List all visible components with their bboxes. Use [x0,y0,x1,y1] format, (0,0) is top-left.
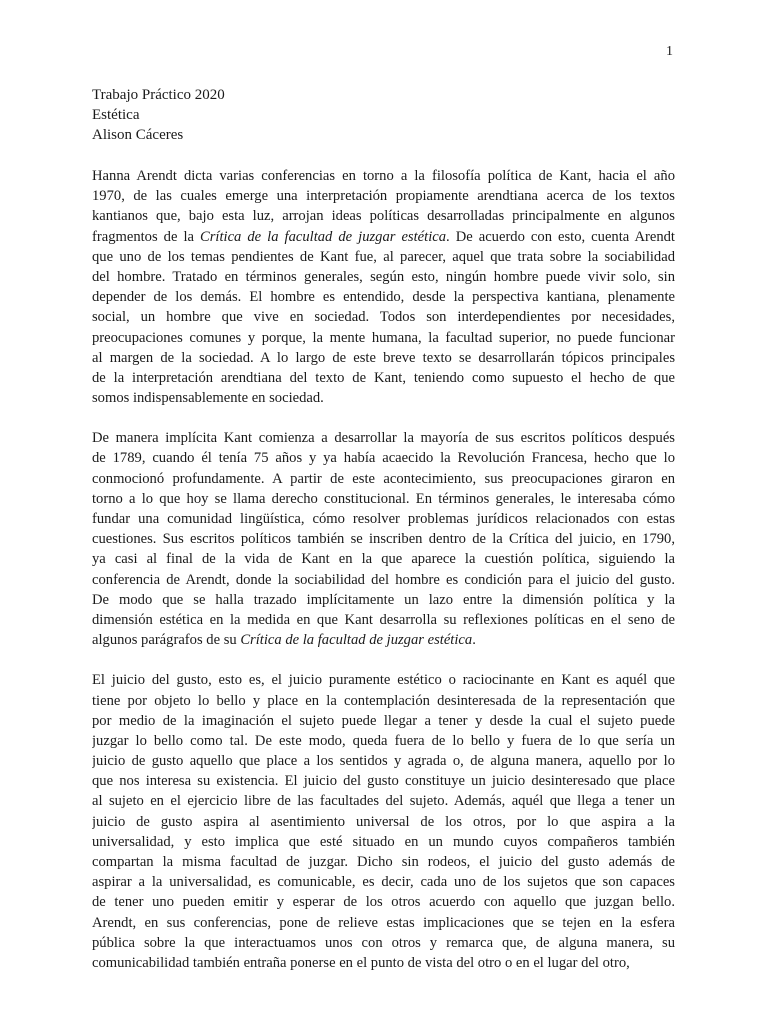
text-line: 1970, de las cuales emerge una interpretación propiamente arendtiana acerca de los textos [92,188,675,205]
header-author: Alison Cáceres [92,127,184,143]
text-line: somos indispensablemente en sociedad. [92,390,324,407]
book-title-italic: Crítica de la facultad de juzgar estética [240,632,473,649]
text-line: pública sobre la que interactuamos unos con otros y remarca que, de alguna manera, su [92,934,675,951]
text-line: ya casi al final de la vida de Kant en la que aparece la cuestión política, siguiendo la [92,551,675,568]
text-segment: algunos parágrafos de su [92,632,241,649]
text-line: del hombre. Tratado en términos generales, según esto, ningún hombre puede vivir solo, sin [92,268,675,285]
text-line: cuestiones. Sus escritos políticos también se inscriben dentro de la Crítica del juicio, en 1790, [92,531,675,548]
text-segment: fragmentos de la [92,228,200,245]
text-line: compartan la misma facultad de juzgar. Dicho sin rodeos, el juicio del gusto además de [92,854,675,870]
text-line: depender de los demás. El hombre es entendido, desde la perspectiva kantiana, plenamente [92,289,675,306]
text-line: El juicio del gusto, esto es, el juicio puramente estético o raciocinante en Kant es aquél que [92,672,675,689]
paragraph [92,166,675,408]
text-line: juzgar lo bello como tal. De este modo, queda fuera de lo bello y fuera de lo que sería un [92,732,675,749]
text-segment: . [472,632,476,649]
paragraph [92,670,675,973]
text-line: comunicabilidad también entraña ponerse en el punto de vista del otro o en el lugar del otro, [92,954,630,971]
text-line: preocupaciones comunes y porque, la mente humana, la facultad superior, no puede funcionar [92,329,675,346]
text-line: De modo que se halla trazado implícitamente un lazo entre la dimensión política y la [92,591,675,608]
paragraph [92,428,675,650]
text-line: torno a lo que hoy se llama derecho constitucional. En términos generales, le interesaba cómo [92,490,675,507]
text-line: De manera implícita Kant comienza a desarrollar la mayoría de sus escritos políticos después [92,430,675,447]
document-header [92,85,675,145]
text-line: aspirar a la universalidad, es comunicable, es decir, cada uno de los sujetos que son capaces [92,874,675,891]
header-subject: Estética [92,107,140,123]
text-line: Hanna Arendt dicta varias conferencias en torno a la filosofía política de Kant, hacia el año [92,168,675,184]
text-line: tiene por objeto lo bello y place en la contemplación desinteresada de la representación que [92,692,675,709]
text-line: universalidad, y esto implica que esté situado en un mundo cuyos compañeros también [92,833,675,850]
text-line: juicio de gusto aspira al asentimiento universal de los otros, por lo que aspira a la [92,813,675,830]
text-line: al margen de la sociedad. A lo largo de este breve texto se desarrollarán tópicos principales [92,349,675,366]
text-line: de 1789, cuando él tenía 75 años y ya había acaecido la Revolución Francesa, hecho que lo [92,450,675,467]
text-line: dimensión estética en la medida en que Kant desarrolla su reflexiones políticas en el seno de [92,611,675,628]
text-segment: . De acuerdo con esto, cuenta Arendt [446,228,675,245]
page-number: 1 [666,44,673,59]
text-line: Arendt, en sus conferencias, pone de relieve estas implicaciones que se tejen en la esfera [92,914,675,931]
text-line: social, un hombre que vive en sociedad. Todos son interdependientes por necesidades, [92,309,675,326]
document-body [92,85,675,993]
text-line: de la interpretación arendtiana del texto de Kant, teniendo como supuesto el hecho de que [92,369,675,386]
text-line: que nos interesa su existencia. El juicio del gusto constituye un juicio desinteresado que place [92,773,675,790]
text-line: kantianos que, bajo esta luz, arrojan ideas políticas desarrolladas principalmente en algunos [92,208,675,225]
book-title-italic: Crítica de la facultad de juzgar estética [200,228,447,245]
text-line [92,630,675,650]
text-line: conferencia de Arendt, donde la sociabilidad del hombre es condición para el juicio del gusto. [92,571,675,588]
text-line: de tener uno pueden emitir y esperar de los otros acuerdo con aquello que juzgan bello. [92,894,675,911]
text-line: al sujeto en el ejercicio libre de las facultades del sujeto. Además, aquél que llega a tener un [92,793,675,810]
paragraphs-container [92,166,675,973]
text-line: por medio de la imaginación el sujeto puede llegar a tener y desde la cual el sujeto puede [92,712,675,729]
text-line: juicio de gusto aquello que place a los sentidos y agrada o, de alguna manera, aquello por lo [92,753,675,770]
text-line: que uno de los temas pendientes de Kant fue, al parecer, aquel que trata sobre la sociabilidad [92,248,675,265]
header-assignment-title: Trabajo Práctico 2020 [92,87,225,103]
text-line: conmocionó profundamente. A partir de este acontecimiento, sus preocupaciones giraron en [92,470,675,487]
text-line: fundar una comunidad lingüística, cómo resolver problemas jurídicos relacionados con estas [92,511,675,527]
text-line [92,227,675,247]
